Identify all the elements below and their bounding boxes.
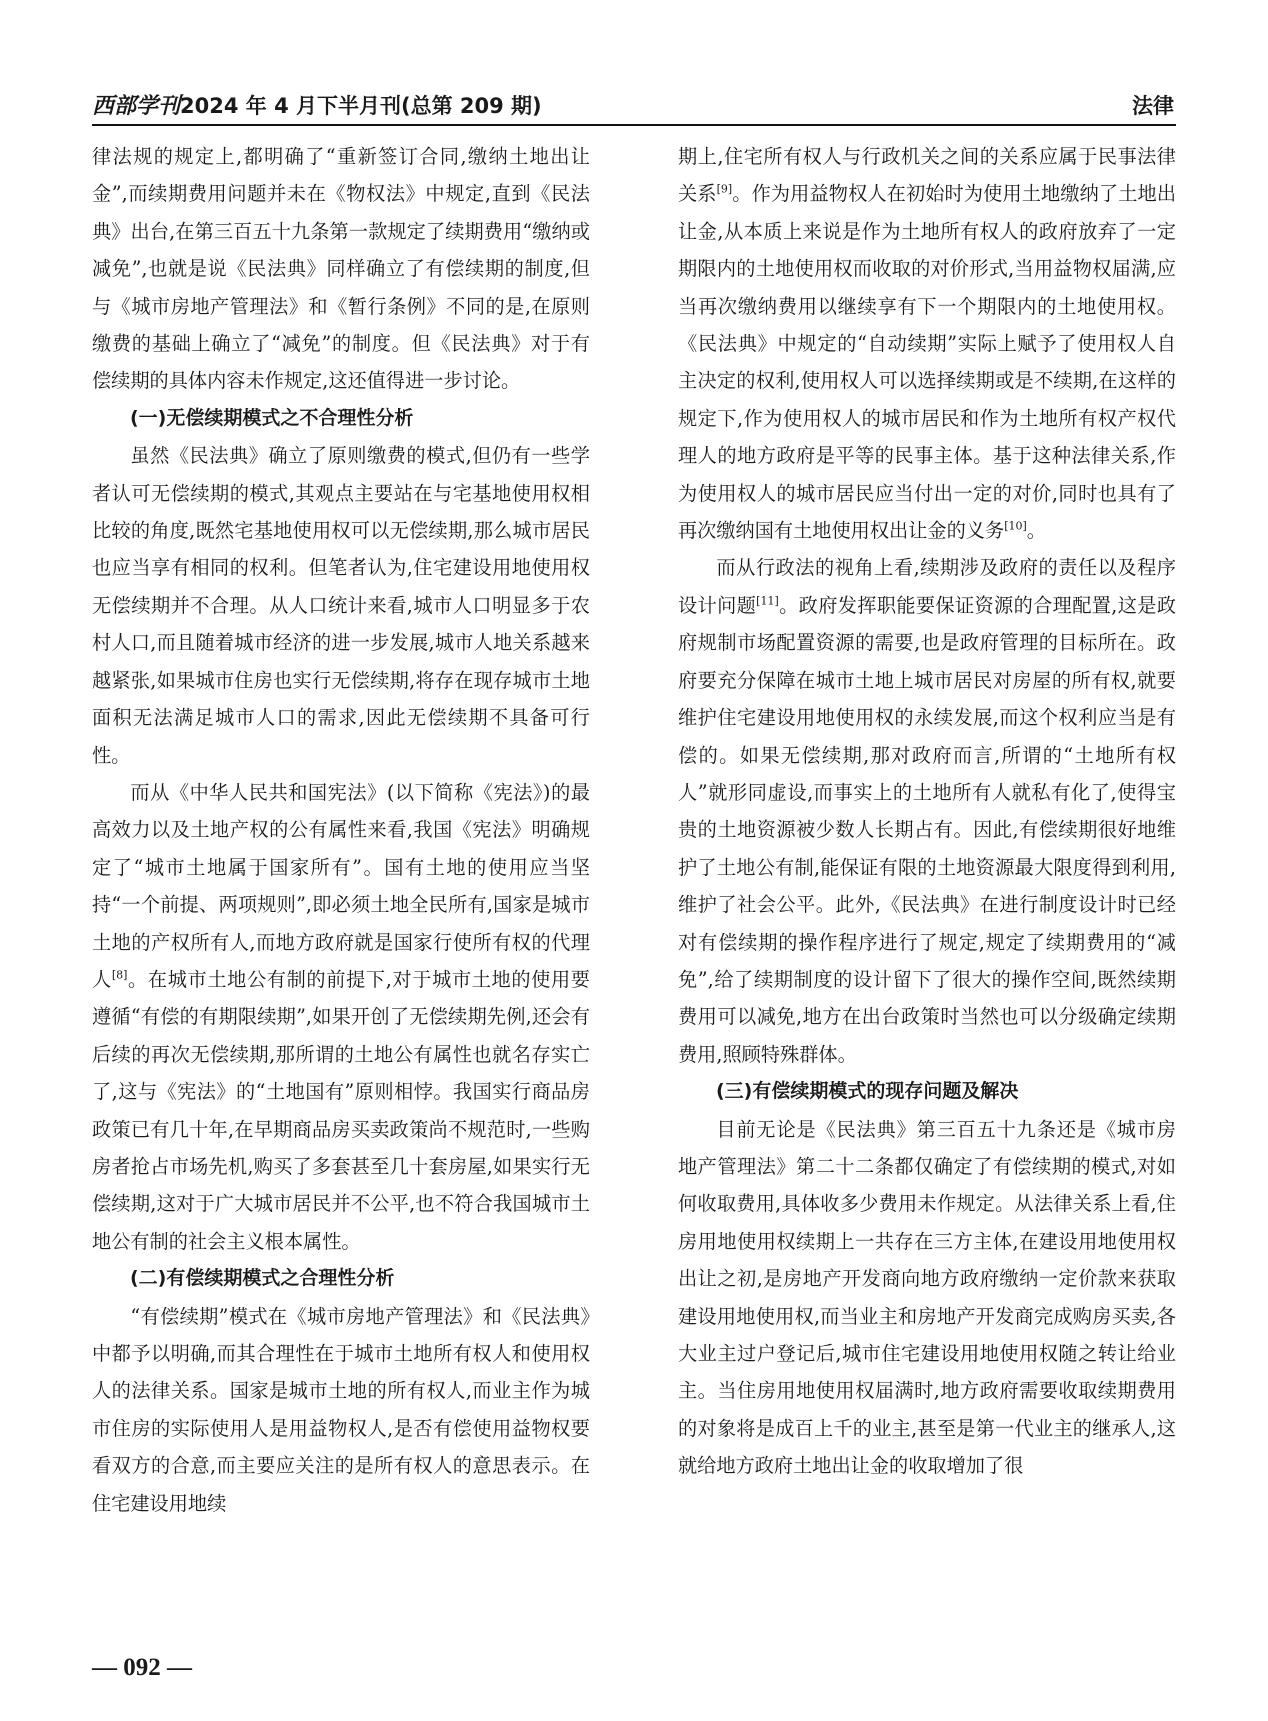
paragraph — [92, 437, 590, 774]
left-column — [92, 138, 590, 1522]
paragraph-text: 虽然《民法典》确立了原则缴费的模式,但仍有一些学者认可无偿续期的模式,其观点主要站在与宅基地使用权相比较的角度,既然宅基地使用权可以无偿续期,那么城市居民也应当享有相同的权利。但笔者认为,住宅建设用地使用权无偿续期并不合理。从人口统计来看,城市人口明显多于农村人口,而且随着城市经济的进一步发展,城市人地关系越来越紧张,如果城市住房也实行无偿续期,将存在现存城市土地面积无法满足城市人口的需求,因此无偿续期不具备可行性。 — [92, 444, 590, 767]
paragraph-text: 。作为用益物权人在初始时为使用土地缴纳了土地出让金,从本质上来说是作为土地所有权人的政府放弃了一定期限内的土地使用权而收取的对价形式,当用益物权届满,应当再次缴纳费用以继续享有下一个期限内的土地使用权。《民法典》中规定的“自动续期”实际上赋予了使用权人自主决定的权利,使用权人可以选择续期或是不续期,在这样的规定下,作为使用权人的城市居民和作为土地所有权产权代理人的地方政府是平等的民事主体。基于这种法律关系,作为使用权人的城市居民应当付出一定的对价,同时也具有了再次缴纳国有土地使用权出让金的义务 — [678, 182, 1177, 543]
citation: [10] — [1004, 519, 1027, 533]
paragraph — [92, 774, 590, 1260]
citation: [8] — [111, 968, 128, 982]
paragraph — [678, 138, 1176, 549]
journal-issue — [92, 89, 542, 120]
paragraph — [678, 549, 1176, 1073]
issue-info: 2024 年 4 月下半月刊(总第 209 期) — [180, 94, 542, 118]
section-heading: (三)有偿续期模式的现存问题及解决 — [716, 1080, 1019, 1103]
paragraph — [678, 1111, 1176, 1485]
paragraph — [92, 1298, 590, 1522]
section-heading: (一)无偿续期模式之不合理性分析 — [130, 406, 414, 429]
right-column — [678, 138, 1176, 1485]
page-number: — 092 — — [92, 1654, 192, 1681]
paragraph-text: 期上,住宅所有权人与行政机关之间的关系应属于民事法律关系 — [678, 145, 1176, 206]
paragraph-text: 。政府发挥职能要保证资源的合理配置,这是政府规制市场配置资源的需要,也是政府管理的目标所在。政府要充分保障在城市土地上城市居民对房屋的所有权,就要维护住宅建设用地使用权的永续发展,而这个权利应当是有偿的。如果无偿续期,那对政府而言,所谓的“土地所有权人”就形同虚设,而事实上的土地所有人就私有化了,使得宝贵的土地资源被少数人长期占有。因此,有偿续期很好地维护了土地公有制,能保证有限的土地资源最大限度得到利用,维护了社会公平。此外,《民法典》在进行制度设计时已经对有偿续期的操作程序进行了规定,规定了续期费用的“减免”,给了续期制度的设计留下了很大的操作空间,既然续期费用可以减免,地方在出台政策时当然也可以分级确定续期费用,照顾特殊群体。 — [678, 593, 1177, 1066]
paragraph-text: “有偿续期”模式在《城市房地产管理法》和《民法典》中都予以明确,而其合理性在于城市土地所有权人和使用权人的法律关系。国家是城市土地的所有权人,而业主作为城市住房的实际使用人是用益物权人,是否有偿使用益物权要看双方的合意,而主要应关注的是所有权人的意思表示。在住宅建设用地续 — [92, 1304, 590, 1515]
citation: [9] — [716, 183, 733, 197]
paragraph-text: 。在城市土地公有制的前提下,对于城市土地的使用要遵循“有偿的有期限续期”,如果开创了无偿续期先例,还会有后续的再次无偿续期,那所谓的土地公有属性也就名存实亡了,这与《宪法》的“土地国有”原则相悖。我国实行商品房政策已有几十年,在早期商品房买卖政策尚不规范时,一些购房者抢占市场先机,购买了多套甚至几十套房屋,如果实行无偿续期,这对于广大城市居民并不公平,也不符合我国城市土地公有制的社会主义根本属性。 — [92, 967, 590, 1253]
paragraph-tail: 。 — [1026, 519, 1046, 543]
journal-logo: 西部学刊 — [92, 93, 181, 119]
paragraph-text: 而从行政法的视角上看,续期涉及政府的责任以及程序设计问题 — [678, 556, 1176, 617]
citation: [11] — [756, 594, 779, 608]
page-header — [92, 88, 1176, 126]
section-label: 法律 — [1132, 94, 1174, 118]
paragraph-text: 目前无论是《民法典》第三百五十九条还是《城市房地产管理法》第二十二条都仅确定了有偿续期的模式,对如何收取费用,具体收多少费用未作规定。从法律关系上看,住房用地使用权续期上一共存在三方主体,在建设用地使用权出让之初,是房地产开发商向地方政府缴纳一定价款来获取建设用地使用权,而当业主和房地产开发商完成购房买卖,各大业主过户登记后,城市住宅建设用地使用权随之转让给业主。当住房用地使用权届满时,地方政府需要收取续期费用的对象将是成百上千的业主,甚至是第一代业主的继承人,这就给地方政府土地出让金的收取增加了很 — [678, 1117, 1176, 1478]
paragraph-text: 而从《中华人民共和国宪法》(以下简称《宪法》)的最高效力以及土地产权的公有属性来看,我国《宪法》明确规定了“城市土地属于国家所有”。国有土地的使用应当坚持“一个前提、两项规则”,即必须土地全民所有,国家是城市土地的产权所有人,而地方政府就是国家行使所有权的代理人 — [92, 780, 590, 991]
paragraph — [92, 138, 590, 400]
paragraph-text: 律法规的规定上,都明确了“重新签订合同,缴纳土地出让金”,而续期费用问题并未在《物权法》中规定,直到《民法典》出台,在第三百五十九条第一款规定了续期费用“缴纳或减免”,也就是说《民法典》同样确立了有偿续期的制度,但与《城市房地产管理法》和《暂行条例》不同的是,在原则缴费的基础上确立了“减免”的制度。但《民法典》对于有偿续期的具体内容未作规定,这还值得进一步讨论。 — [92, 145, 590, 393]
section-heading: (二)有偿续期模式之合理性分析 — [130, 1267, 395, 1290]
